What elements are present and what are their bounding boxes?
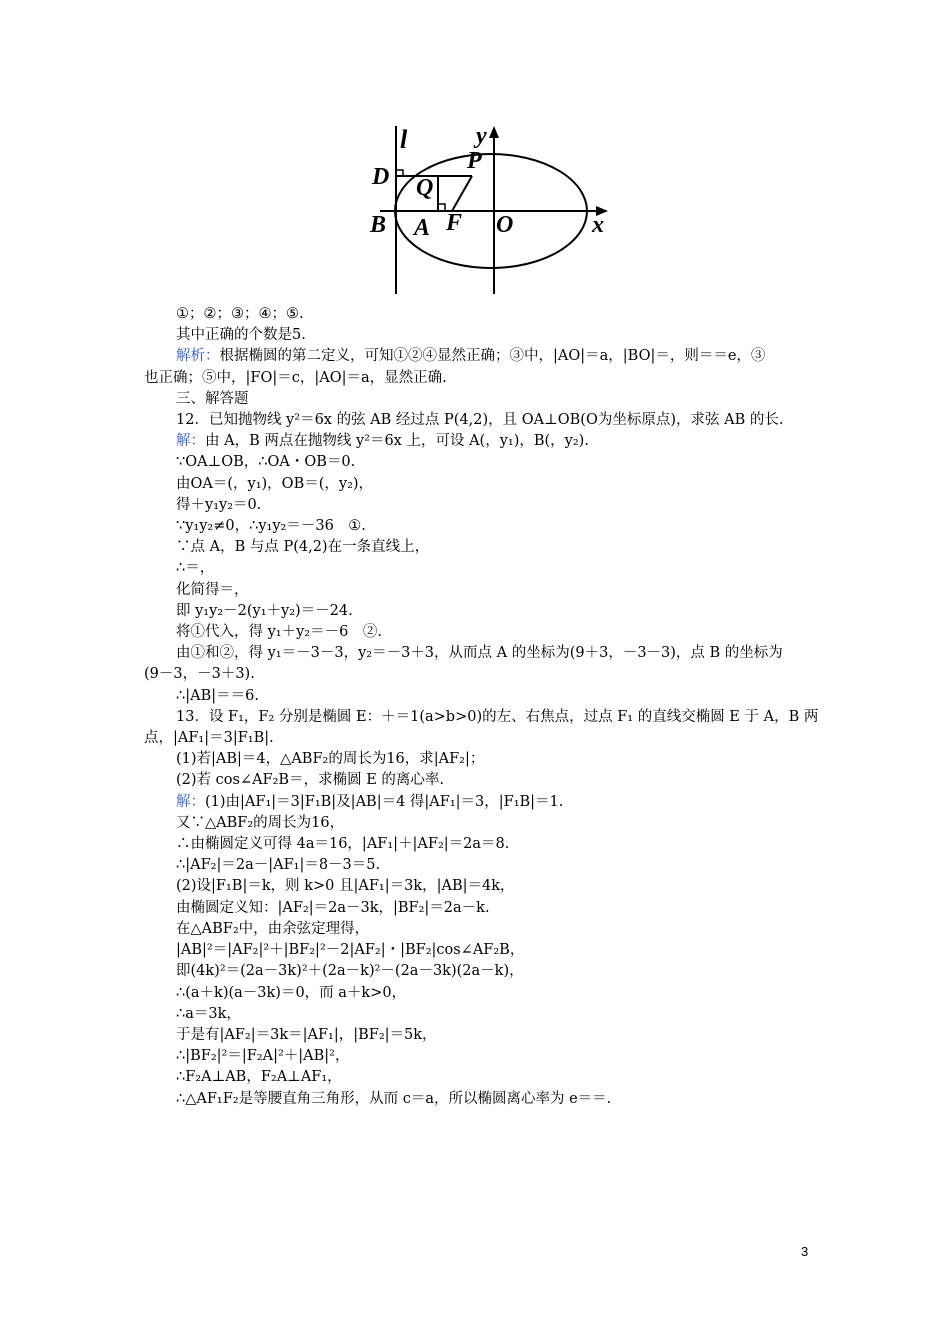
label-a: A — [414, 215, 431, 241]
text-line: 由椭圆定义知：|AF₂|＝2a－3k，|BF₂|＝2a－k. — [176, 899, 490, 916]
text-line — [144, 346, 812, 367]
text-line: ∴|AB|＝＝6. — [176, 687, 259, 704]
text-line: (2)设|F₁B|＝k，则 k>0 且|AF₁|＝3k，|AB|＝4k， — [176, 878, 515, 895]
text-line: 将①代入，得 y₁＋y₂＝－6 ②. — [176, 624, 382, 641]
text-line: ∴＝， — [176, 560, 215, 577]
text-line — [144, 792, 812, 813]
text-line: 由①和②，得 y₁＝－3－3，y₂＝－3＋3，从而点 A 的坐标为(9＋3，－3－3)，点 B 的坐标为 — [176, 645, 783, 662]
text-line: (9－3，－3＋3). — [144, 666, 255, 683]
problem-13: 13．设 F₁，F₂ 分别是椭圆 E：＋＝1(a>b>0)的左、右焦点，过点 F₁ 的直线交椭圆 E 于 A，B 两 — [176, 708, 819, 725]
label-o: O — [496, 212, 514, 238]
text-line: 化简得＝， — [176, 581, 249, 598]
text-line: ∴|BF₂|²＝|F₂A|²＋|AB|²， — [176, 1048, 350, 1065]
text-line: 其中正确的个数是5. — [176, 327, 306, 344]
text-line: 即(4k)²＝(2a－3k)²＋(2a－k)²－(2a－3k)(2a－k)， — [176, 963, 524, 980]
label-y: y — [476, 123, 487, 149]
ellipse-diagram-svg — [350, 118, 620, 300]
text-line: 又∵△ABF₂的周长为16， — [176, 814, 345, 831]
text-line: 在△ABF₂中，由余弦定理得， — [176, 920, 370, 937]
text-span: 由 A，B 两点在抛物线 y²＝6x 上，可设 A(，y₁)，B(，y₂). — [205, 433, 589, 450]
analysis-tag: 解析： — [176, 348, 220, 365]
solution-tag: 解： — [176, 793, 205, 810]
text-line: 点，|AF₁|＝3|F₁B|. — [144, 730, 274, 747]
page-number: 3 — [801, 1244, 809, 1259]
solution-tag: 解： — [176, 433, 205, 450]
text-line: ∴由椭圆定义可得 4a＝16，|AF₁|＋|AF₂|＝2a＝8. — [176, 836, 510, 853]
text-line: 即 y₁y₂－2(y₁＋y₂)＝－24. — [176, 602, 353, 619]
right-angle-a — [438, 204, 445, 211]
text-line: ∴a＝3k， — [176, 1005, 241, 1022]
y-axis-arrow-icon — [489, 126, 499, 138]
label-f: F — [446, 210, 463, 236]
text-line: ∵OA⊥OB，∴OA・OB＝0. — [176, 454, 356, 471]
label-p: P — [467, 148, 482, 174]
document-body — [144, 304, 819, 1110]
text-line: ∵y₁y₂≠0，∴y₁y₂＝－36 ①. — [176, 518, 366, 535]
text-line: ∴|AF₂|＝2a－|AF₁|＝8－3＝5. — [176, 857, 381, 874]
text-line: |AB|²＝|AF₂|²＋|BF₂|²－2|AF₂|・|BF₂|cos∠AF₂B， — [176, 942, 525, 959]
section-heading: 三、解答题 — [176, 390, 249, 407]
text-span: 根据椭圆的第二定义，可知①②④显然正确；③中，|AO|＝a，|BO|＝，则＝＝e，③ — [219, 348, 766, 365]
ellipse-diagram — [350, 118, 620, 300]
label-q: Q — [416, 175, 434, 201]
text-line: (1)若|AB|＝4，△ABF₂的周长为16，求|AF₂|； — [176, 751, 485, 768]
label-b: B — [370, 212, 387, 238]
text-line — [144, 431, 812, 452]
segment-pf — [452, 176, 472, 211]
text-span: (1)由|AF₁|＝3|F₁B|及|AB|＝4 得|AF₁|＝3，|F₁B|＝1. — [205, 793, 564, 810]
label-d: D — [372, 164, 390, 190]
problem-12: 12．已知抛物线 y²＝6x 的弦 AB 经过点 P(4,2)，且 OA⊥OB(O为坐标原点)，求弦 AB 的长. — [176, 412, 784, 429]
label-l: l — [400, 125, 408, 154]
text-line: ①；②；③；④；⑤. — [176, 306, 304, 322]
text-line: ∴F₂A⊥AB，F₂A⊥AF₁， — [176, 1069, 342, 1086]
text-line: 于是有|AF₂|＝3k＝|AF₁|，|BF₂|＝5k， — [176, 1026, 437, 1043]
text-line: ∴(a＋k)(a－3k)＝0，而 a＋k>0， — [176, 984, 407, 1001]
text-line: 得＋y₁y₂＝0. — [176, 496, 262, 513]
label-x: x — [592, 212, 604, 238]
text-line: ∴△AF₁F₂是等腰直角三角形，从而 c＝a，所以椭圆离心率为 e＝＝. — [176, 1090, 612, 1107]
text-line: (2)若 cos∠AF₂B＝，求椭圆 E 的离心率. — [176, 772, 445, 789]
text-line: 由OA＝(，y₁)，OB＝(，y₂)， — [176, 475, 374, 492]
text-line: ∵点 A，B 与点 P(4,2)在一条直线上， — [176, 539, 430, 556]
text-line: 也正确；⑤中，|FO|＝c，|AO|＝a，显然正确. — [144, 369, 447, 386]
